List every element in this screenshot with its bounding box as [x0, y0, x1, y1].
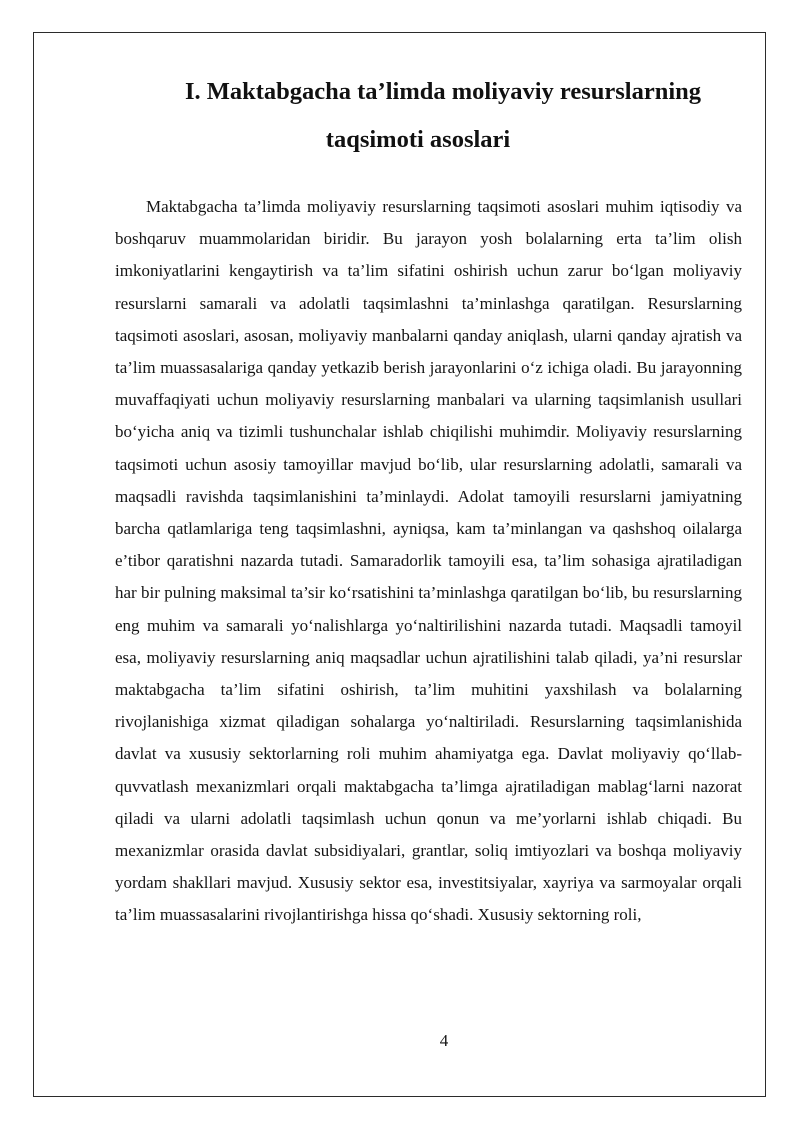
- page-number: 4: [439, 1031, 449, 1050]
- section-heading-line-2: taqsimoti asoslari: [325, 126, 511, 153]
- body-paragraph: Maktabgacha ta’limda moliyaviy resurslarning taqsimoti asoslari muhim iqtisodiy va boshqaruv muammolaridan biridir. Bu jarayon yosh bolalarning erta ta’lim olish imkoniyatlarini kengaytirish va ta’lim sifatini oshirish uchun zarur bo‘lgan moliyaviy resurslarni samarali va adolatli taqsimlashni ta’minlashga qaratilgan. Resurslarning taqsimoti asoslari, asosan, moliyaviy manbalarni qanday aniqlash, ularni qanday ajratish va ta’lim muassasalariga qanday yetkazib berish jarayonlarini o‘z ichiga oladi. Bu jarayonning muvaffaqiyati uchun moliyaviy resurslarning manbalari va ularning taqsimlanish usullari bo‘yicha aniq va tizimli tushunchalar ishlab chiqilishi muhimdir. Moliyaviy resurslarning taqsimoti uchun asosiy tamoyillar mavjud bo‘lib, ular resurslarning adolatli, samarali va maqsadli ravishda taqsimlanishini ta’minlaydi. Adolat tamoyili resurslarni jamiyatning barcha qatlamlariga teng taqsimlashni, ayniqsa, kam ta’minlangan va qashshoq oilalarga e’tibor qaratishni nazarda tutadi. Samaradorlik tamoyili esa, ta’lim sohasiga ajratiladigan har bir pulning maksimal ta’sir ko‘rsatishini ta’minlashga qaratilgan bo‘lib, bu resurslarning eng muhim va samarali yo‘nalishlarga yo‘naltirilishini nazarda tutadi. Maqsadli tamoyil esa, moliyaviy resurslarning aniq maqsadlar uchun ajratilishini talab qiladi, ya’ni resurslar maktabgacha ta’lim sifatini oshirish, ta’lim muhitini yaxshilash va bolalarning rivojlanishiga xizmat qiladigan sohalarga yo‘naltiriladi. Resurslarning taqsimlanishida davlat va xususiy sektorlarning roli muhim ahamiyatga ega. Davlat moliyaviy qo‘llab-quvvatlash mexanizmlari orqali maktabgacha ta’limga ajratiladigan mablag‘larni nazorat qiladi va ularni adolatli taqsimlash uchun qonun va me’yorlarni ishlab chiqadi. Bu mexanizmlar orasida davlat subsidiyalari, grantlar, soliq imtiyozlari va boshqa moliyaviy yordam shakllari mavjud. Xususiy sektor esa, investitsiyalar, xayriya va sarmoyalar orqali ta’lim muassasalarini rivojlantirishga hissa qo‘shadi. Xususiy sektorning roli,: [115, 197, 742, 925]
- section-heading-line-1: I. Maktabgacha ta’limda moliyaviy resurslarning: [184, 78, 702, 105]
